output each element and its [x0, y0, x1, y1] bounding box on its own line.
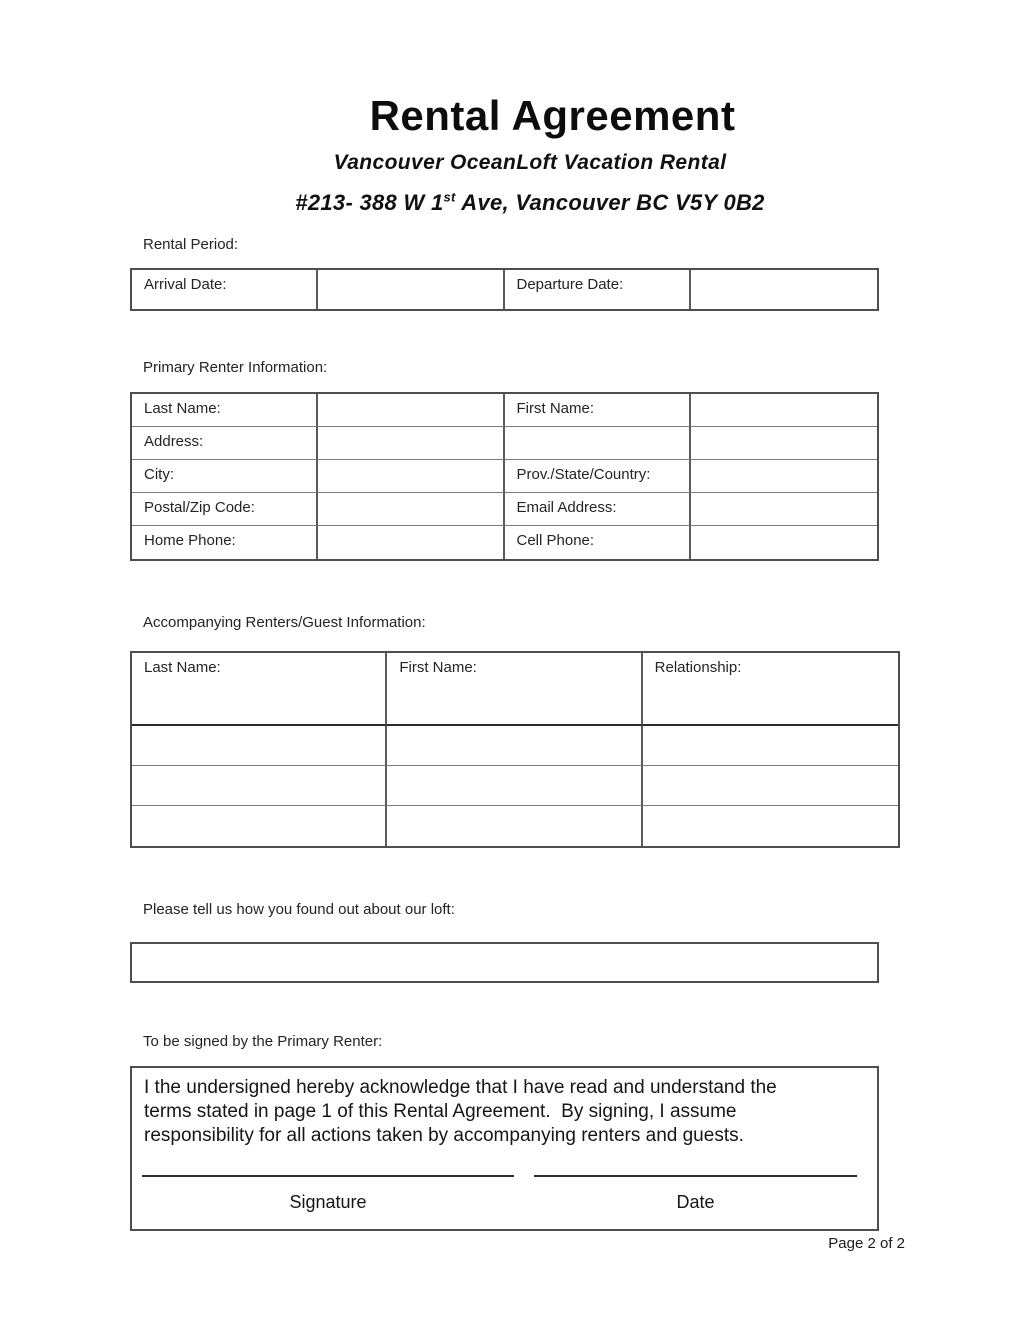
page-subtitle: Vancouver OceanLoft Vacation Rental: [333, 151, 727, 174]
guest-row-cell[interactable]: [643, 766, 898, 806]
prov-state-country-field[interactable]: [691, 460, 877, 493]
guest-first-name-header: First Name:: [387, 653, 642, 726]
email-address-field[interactable]: [691, 493, 877, 526]
address-superscript: st: [443, 189, 456, 205]
email-address-label: Email Address:: [505, 493, 691, 526]
accompanying-guests-table: [130, 651, 900, 848]
arrival-date-field[interactable]: [318, 270, 504, 309]
postal-zip-field[interactable]: [318, 493, 504, 526]
guest-row-cell[interactable]: [643, 806, 898, 846]
address-field-extra2[interactable]: [691, 427, 877, 460]
signature-caption: Signature: [289, 1192, 367, 1212]
guest-row-cell[interactable]: [132, 726, 387, 766]
accompanying-guests-label: Accompanying Renters/Guest Information:: [143, 614, 426, 631]
address-prefix: #213- 388 W 1: [295, 190, 444, 215]
address-field[interactable]: [318, 427, 504, 460]
guest-last-name-header: Last Name:: [132, 653, 387, 726]
guest-relationship-header: Relationship:: [643, 653, 898, 726]
city-label: City:: [132, 460, 318, 493]
acknowledgement-text: [132, 1068, 877, 1148]
rental-period-table: [130, 268, 879, 311]
cell-phone-field[interactable]: [691, 526, 877, 559]
property-address: [130, 190, 930, 216]
home-phone-field[interactable]: [318, 526, 504, 559]
address-field-extra[interactable]: [505, 427, 691, 460]
guest-row-cell[interactable]: [643, 726, 898, 766]
guest-row-cell[interactable]: [132, 766, 387, 806]
guest-row-cell[interactable]: [132, 806, 387, 846]
guest-row-cell[interactable]: [387, 766, 642, 806]
rental-period-label: Rental Period:: [143, 236, 239, 253]
prov-state-country-label: Prov./State/Country:: [505, 460, 691, 493]
guest-row-cell[interactable]: [387, 726, 642, 766]
cell-phone-label: Cell Phone:: [505, 526, 691, 559]
date-caption: Date: [676, 1192, 715, 1212]
primary-renter-label: Primary Renter Information:: [143, 359, 328, 376]
city-field[interactable]: [318, 460, 504, 493]
first-name-field[interactable]: [691, 394, 877, 427]
signature-line[interactable]: [142, 1175, 514, 1177]
departure-date-label: Departure Date:: [505, 270, 691, 309]
primary-renter-table: [130, 392, 879, 561]
acknowledgement-line: terms stated in page 1 of this Rental Agreement. By signing, I assume: [144, 1101, 737, 1122]
address-suffix: Ave, Vancouver BC V5Y 0B2: [455, 190, 765, 215]
last-name-label: Last Name:: [132, 394, 318, 427]
date-line[interactable]: [534, 1175, 857, 1177]
home-phone-label: Home Phone:: [132, 526, 318, 559]
address-label: Address:: [132, 427, 318, 460]
acknowledgement-line: responsibility for all actions taken by accompanying renters and guests.: [144, 1125, 744, 1146]
arrival-date-label: Arrival Date:: [132, 270, 318, 309]
referral-label: Please tell us how you found out about our loft:: [143, 901, 455, 918]
departure-date-field[interactable]: [691, 270, 877, 309]
last-name-field[interactable]: [318, 394, 504, 427]
signature-section-label: To be signed by the Primary Renter:: [143, 1033, 383, 1050]
page-number: Page 2 of 2: [828, 1235, 905, 1252]
guest-row-cell[interactable]: [387, 806, 642, 846]
page-title: Rental Agreement: [369, 92, 736, 139]
acknowledgement-line: I the undersigned hereby acknowledge that I have read and understand the: [144, 1077, 777, 1098]
referral-field[interactable]: [130, 942, 879, 983]
signature-box: [130, 1066, 879, 1231]
first-name-label: First Name:: [505, 394, 691, 427]
postal-zip-label: Postal/Zip Code:: [132, 493, 318, 526]
